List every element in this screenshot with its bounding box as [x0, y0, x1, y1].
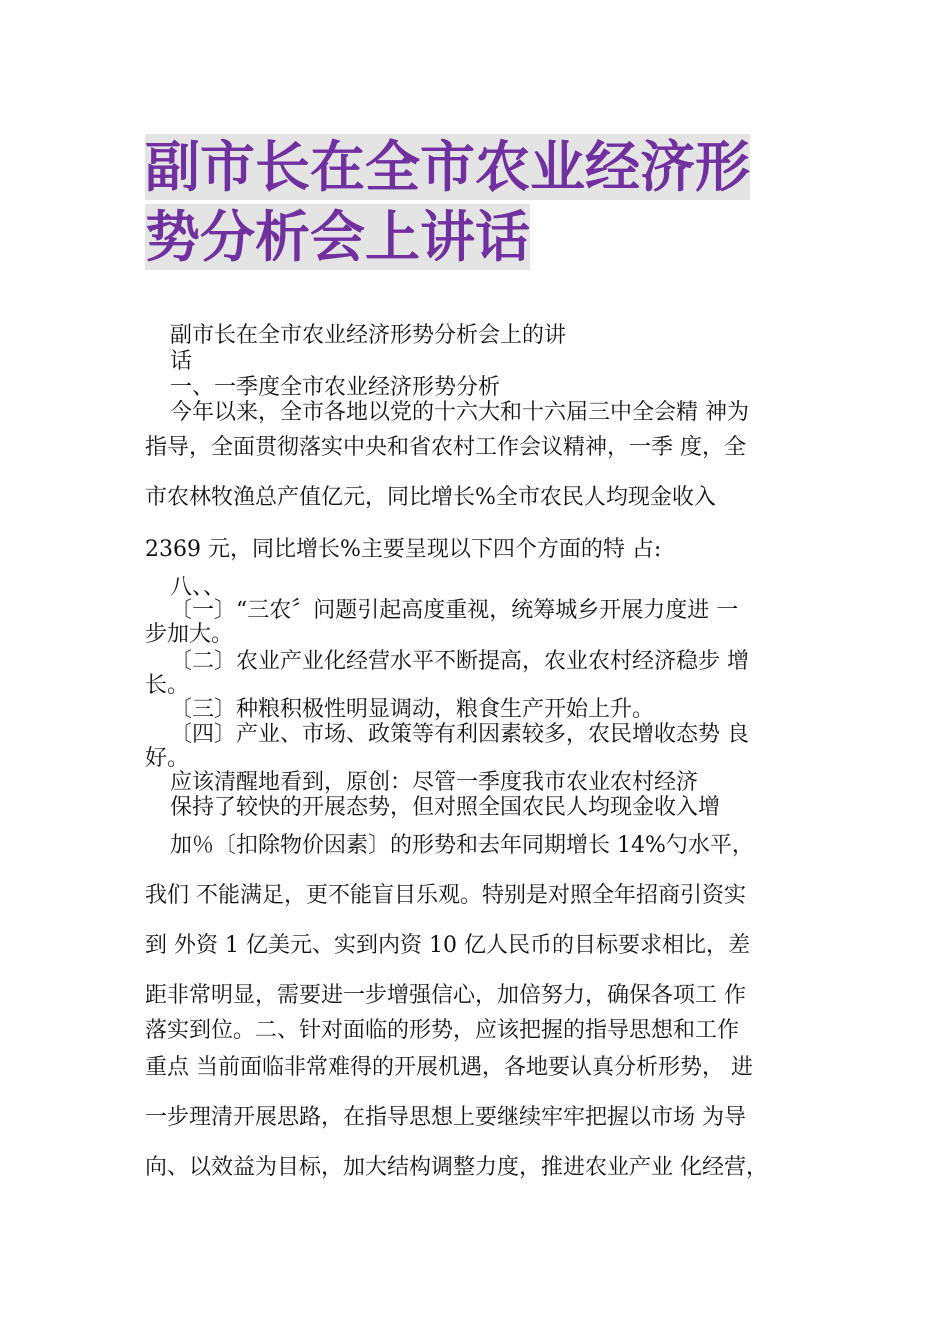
paragraph-line: 我们 不能满足，更不能盲目乐观。特别是对照全年招商引资实	[145, 883, 746, 908]
paragraph-line: 今年以来，全市各地以党的十六大和十六届三中全会精 神为	[170, 400, 749, 425]
list-item-3: 〔三〕种粮积极性明显调动，粮食生产开始上升。	[170, 697, 655, 722]
document-title-line-2: 势分析会上讲话	[145, 205, 531, 269]
paragraph-line: 向、以效益为目标，加大结构调整力度，推进农业产业 化经营，	[145, 1155, 768, 1180]
paragraph-line: 加％〔扣除物价因素〕的形势和去年同期增长 14%勺水平，	[170, 833, 754, 858]
list-item-2-cont: 长。	[145, 673, 190, 698]
document-title-line-1: 副市长在全市农业经济形	[145, 135, 751, 199]
paragraph-line: 重点 当前面临非常难得的开展机遇，各地要认真分析形势， 进	[145, 1055, 753, 1080]
paragraph-line: 2369 元，同比增长%主要呈现以下四个方面的特 占:	[145, 537, 662, 562]
paragraph-line: 保持了较快的开展态势，但对照全国农民人均现金收入增	[170, 795, 721, 820]
section-heading-1: 一、一季度全市农业经济形势分析	[170, 375, 501, 400]
paragraph-line: 八、、	[170, 575, 226, 600]
paragraph-line: 到 外资 1 亿美元、实到内资 10 亿人民币的目标要求相比，差	[145, 933, 750, 958]
paragraph-line: 应该清醒地看到，原创：尽管一季度我市农业农村经济	[170, 770, 699, 795]
paragraph-line: 距非常明显，需要进一步增强信心，加倍努力，确保各项工 作	[145, 983, 746, 1008]
paragraph-line: 市农林牧渔总产值亿元，同比增长%全市农民人均现金收入	[145, 485, 716, 510]
paragraph-line: 一步理清开展思路，在指导思想上要继续牢牢把握以市场 为导	[145, 1105, 746, 1130]
subtitle-line-1: 副市长在全市农业经济形势分析会上的讲	[170, 323, 567, 348]
list-item-4: 〔四〕产业、市场、政策等有利因素较多，农民增收态势 良	[170, 722, 749, 747]
list-item-1: 〔一〕“三农〞问题引起高度重视，统筹城乡开展力度进 一	[170, 598, 739, 623]
list-item-4-cont: 好。	[145, 746, 190, 771]
paragraph-line: 落实到位。二、针对面临的形势，应该把握的指导思想和工作	[145, 1018, 740, 1043]
list-item-1-cont: 步加大。	[145, 622, 234, 647]
paragraph-line: 指导，全面贯彻落实中央和省农村工作会议精神，一季 度，全	[145, 435, 746, 460]
subtitle-line-2: 话	[170, 349, 193, 374]
list-item-2: 〔二〕农业产业化经营水平不断提高，农业农村经济稳步 增	[170, 649, 749, 674]
